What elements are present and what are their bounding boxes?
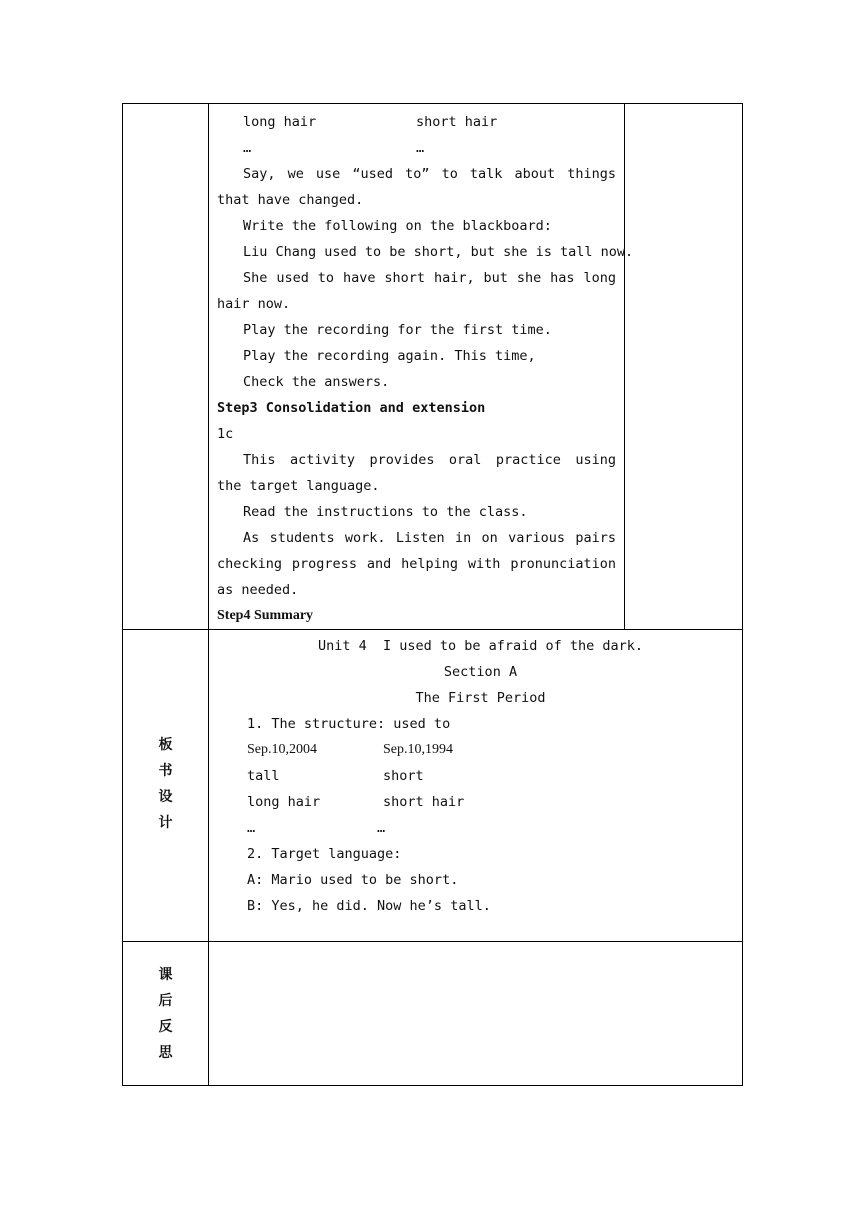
para-play-1: Play the recording for the first time.: [243, 322, 552, 338]
board-design-row: [123, 630, 743, 942]
board-b-line: B: Yes, he did. Now he’s tall.: [247, 898, 491, 914]
para-read: Read the instructions to the class.: [243, 504, 528, 520]
reflection-row: [123, 942, 743, 1086]
board-ellipsis-row: … …: [247, 820, 386, 836]
procedure-notes-cell: [625, 104, 743, 630]
pair-row-ellipsis: … …: [243, 140, 425, 156]
reflection-label-char: 反: [158, 1018, 173, 1035]
step4-heading: Step4 Summary: [217, 608, 314, 623]
para-check: Check the answers.: [243, 374, 390, 390]
board-design-label-cell: [123, 630, 209, 942]
board-label-char: 设: [158, 788, 173, 805]
board-label-char: 板: [158, 736, 173, 753]
label-1c: 1c: [217, 426, 234, 442]
step3-heading: Step3 Consolidation and extension: [217, 400, 486, 416]
board-label-char: 书: [158, 762, 173, 779]
board-dates-row: Sep.10,2004 Sep.10,1994: [247, 742, 453, 757]
para-write: Write the following on the blackboard:: [243, 218, 552, 234]
procedure-content-cell: [209, 104, 634, 630]
board-hair-row: long hair short hair: [247, 794, 465, 810]
lesson-plan-table: [122, 103, 743, 1086]
para-activity: This activity provides oral practice using the target language.: [217, 452, 616, 494]
reflection-label-char: 课: [158, 966, 173, 983]
reflection-label-char: 思: [158, 1044, 173, 1061]
board-section: Section A: [443, 664, 518, 680]
board-period: The First Period: [415, 690, 546, 706]
para-she-hair: She used to have short hair, but she has long hair now.: [217, 270, 616, 312]
para-say: Say, we use “used to” to talk about things that have changed.: [217, 166, 616, 208]
board-unit-title: Unit 4 I used to be afraid of the dark.: [317, 638, 644, 654]
para-liu: Liu Chang used to be short, but she is tall now.: [243, 244, 634, 260]
board-a-line: A: Mario used to be short.: [247, 872, 459, 888]
procedure-label-cell: [123, 104, 209, 630]
board-target: 2. Target language:: [247, 846, 402, 862]
board-design-content-cell: [209, 630, 743, 942]
reflection-label-cell: [123, 942, 209, 1086]
para-as-students: As students work. Listen in on various pairs checking progress and helping with pronunciation as needed.: [217, 530, 616, 598]
board-structure: 1. The structure: used to: [247, 716, 451, 732]
para-play-2: Play the recording again. This time,: [243, 348, 536, 364]
board-tall-short-row: tall short: [247, 768, 424, 784]
reflection-label-char: 后: [158, 992, 173, 1009]
pair-row-hair: long hair short hair: [243, 114, 498, 130]
reflection-content-cell: [209, 942, 743, 1086]
procedure-row: [123, 104, 743, 630]
board-label-char: 计: [158, 814, 173, 831]
